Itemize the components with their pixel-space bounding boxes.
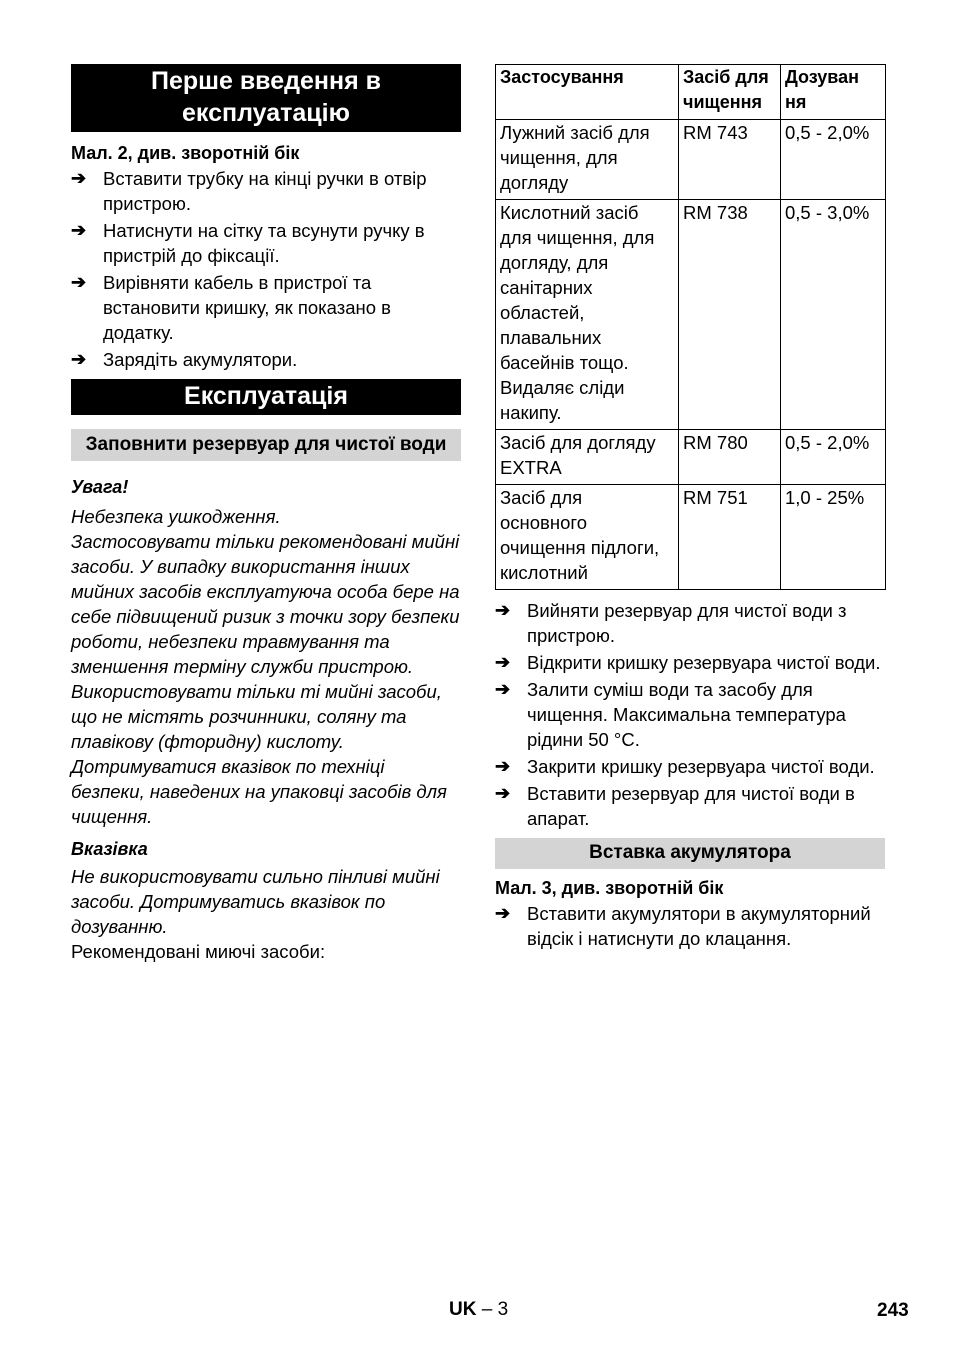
steps-list [495, 901, 885, 951]
list-item: ➔ Вставити резервуар для чистої води в апарат. [495, 783, 855, 829]
note-label: Вказівка [71, 839, 148, 859]
column-header: Дозуван ня [781, 65, 886, 120]
caution-text: Застосовувати тільки рекомендовані мийні засоби. У випадку використання інших мийних засобів експлуатуюча особа бере на себе підвищений ризик з точки зору безпеки роботи, небезпеки травмування та зменшення терміну служби пристрою. Використовувати тільки ті мийні засоби, що не містять розчинники, соляну та плавікову (фторидну) кислоту. [71, 531, 460, 752]
caution-text: Небезпека ушкодження. [71, 506, 281, 527]
list-item: ➔ Вставити трубку на кінці ручки в отвір пристрою. [71, 168, 427, 214]
list-item: ➔ Натиснути на сітку та всунути ручку в пристрій до фіксації. [71, 220, 425, 266]
table-row [496, 120, 886, 200]
table-header-row [496, 65, 886, 120]
table-cell: RM 743 [679, 120, 781, 200]
table-cell: 0,5 - 2,0% [781, 430, 886, 485]
recommended-agents-text: Рекомендовані миючі засоби: [71, 941, 326, 962]
arrow-right-icon: ➔ [495, 783, 511, 803]
table-row [496, 485, 886, 590]
caution-text: Дотримуватися вказівок по техніці безпеки, наведених на упаковці засобів для чищення. [71, 756, 447, 827]
table-cell: Кислотний засіб для чищення, для догляду, для санітарних областей, плавальних басейнів тощо. Видаляє сліди накипу. [496, 200, 679, 430]
table-cell: 0,5 - 3,0% [781, 200, 886, 430]
right-column [495, 0, 885, 953]
arrow-right-icon: ➔ [495, 652, 511, 672]
list-item: ➔ Вийняти резервуар для чистої води з пристрою. [495, 600, 847, 646]
arrow-right-icon: ➔ [71, 220, 87, 240]
section-title-operation: Експлуатація [71, 379, 461, 415]
arrow-right-icon: ➔ [495, 600, 511, 620]
cleaning-agents-table [495, 64, 886, 590]
arrow-right-icon: ➔ [71, 272, 87, 292]
subsection-title-insert-battery: Вставка акумулятора [495, 838, 885, 869]
left-column [71, 0, 461, 964]
table-cell: RM 780 [679, 430, 781, 485]
arrow-right-icon: ➔ [495, 756, 511, 776]
footer-section-label: UK – 3 [449, 1299, 509, 1320]
table-row [496, 200, 886, 430]
list-item: ➔ Залити суміш води та засобу для чищення. Максимальна температура рідини 50 °C. [495, 679, 846, 750]
table-cell: 1,0 - 25% [781, 485, 886, 590]
table-row [496, 430, 886, 485]
steps-list [495, 598, 885, 831]
column-header: Застосування [496, 65, 679, 120]
note-text: Не використовувати сильно пінливі мийні засоби. Дотримуватись вказівок по дозуванню. [71, 866, 440, 937]
table-cell: 0,5 - 2,0% [781, 120, 886, 200]
arrow-right-icon: ➔ [495, 679, 511, 699]
arrow-right-icon: ➔ [71, 349, 87, 369]
list-item: ➔ Закрити кришку резервуара чистої води. [495, 756, 875, 777]
column-header: Засіб для чищення [679, 65, 781, 120]
list-item: ➔ Відкрити кришку резервуара чистої води. [495, 652, 881, 673]
figure-reference: Мал. 2, див. зворотній бік [71, 143, 300, 163]
table-cell: Лужний засіб для чищення, для догляду [496, 120, 679, 200]
page-number: 243 [877, 1300, 909, 1321]
caution-label: Увага! [71, 477, 129, 497]
steps-list [71, 166, 461, 372]
table-cell: RM 751 [679, 485, 781, 590]
list-item: ➔ Вирівняти кабель в пристрої та встановити кришку, як показано в додатку. [71, 272, 391, 343]
table-cell: Засіб для догляду EXTRA [496, 430, 679, 485]
table-cell: RM 738 [679, 200, 781, 430]
list-item: ➔ Зарядіть акумулятори. [71, 349, 298, 370]
section-title-first-use: Перше введення в експлуатацію [71, 64, 461, 132]
arrow-right-icon: ➔ [71, 168, 87, 188]
arrow-right-icon: ➔ [495, 903, 511, 923]
figure-reference: Мал. 3, див. зворотній бік [495, 878, 724, 898]
subsection-title-fill-tank: Заповнити резервуар для чистої води [71, 429, 461, 461]
table-cell: Засіб для основного очищення підлоги, кислотний [496, 485, 679, 590]
list-item: ➔ Вставити акумулятори в акумуляторний відсік і натиснути до клацання. [495, 903, 871, 949]
